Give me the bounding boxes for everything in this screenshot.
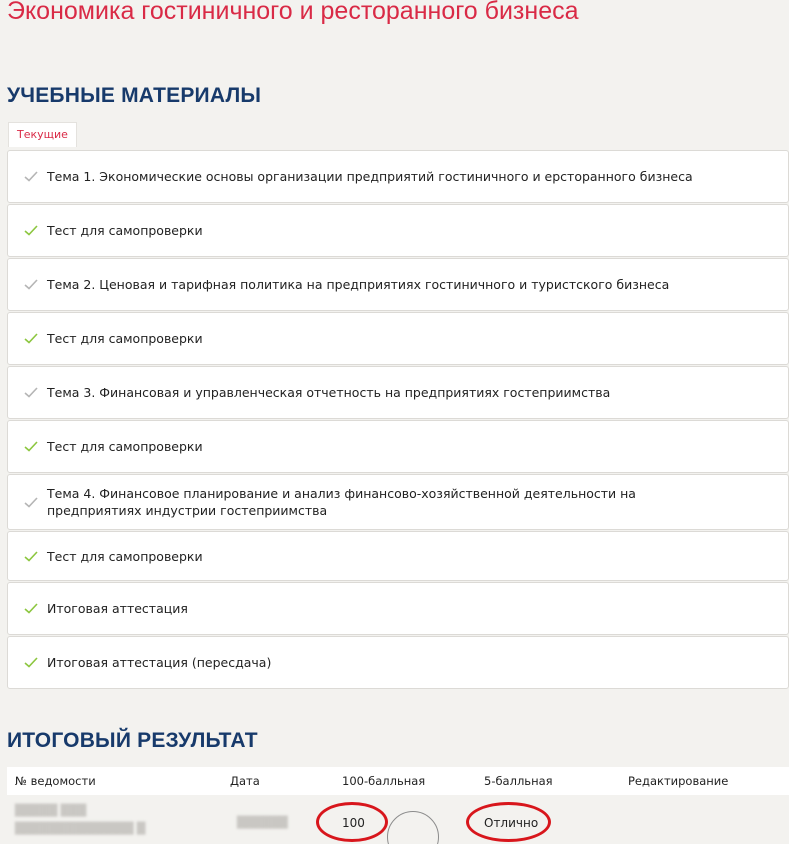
material-item-label: Тест для самопроверки	[47, 331, 203, 346]
column-score-5: 5-балльная	[484, 774, 553, 788]
material-item-final-attestation-retake[interactable]	[7, 636, 789, 689]
check-icon	[22, 384, 40, 402]
redacted-text: █████ ███	[15, 804, 87, 817]
material-item-label: Тест для самопроверки	[47, 223, 203, 238]
score-100-value: 100	[342, 816, 365, 830]
tab-current[interactable]: Текущие	[8, 122, 77, 147]
check-icon	[22, 654, 40, 672]
check-icon	[22, 222, 40, 240]
material-item-test-4[interactable]	[7, 531, 789, 581]
material-item-label: Тема 3. Финансовая и управленческая отчетность на предприятиях гостеприимства	[47, 385, 611, 400]
course-title: Экономика гостиничного и ресторанного бизнеса	[7, 0, 579, 25]
redacted-text: ██████████████ █	[15, 822, 146, 835]
material-item-final-attestation[interactable]	[7, 582, 789, 635]
material-item-topic-1[interactable]	[7, 150, 789, 203]
material-item-test-1[interactable]	[7, 204, 789, 257]
column-statement-no: № ведомости	[15, 774, 96, 788]
material-item-label: Тест для самопроверки	[47, 548, 203, 564]
material-item-label: Тема 2. Ценовая и тарифная политика на предприятиях гостиничного и туристского бизнеса	[47, 277, 670, 292]
redacted-text: ██████	[237, 816, 288, 829]
column-score-100: 100-балльная	[342, 774, 426, 788]
material-item-topic-3[interactable]	[7, 366, 789, 419]
result-table-header	[7, 767, 789, 795]
material-item-label: Итоговая аттестация (пересдача)	[47, 655, 272, 670]
score-5-value: Отлично	[484, 816, 539, 830]
check-icon	[22, 493, 40, 511]
material-item-topic-2[interactable]	[7, 258, 789, 311]
check-icon	[22, 438, 40, 456]
material-item-label: Тест для самопроверки	[47, 439, 203, 454]
check-icon	[22, 276, 40, 294]
material-item-label: Тема 1. Экономические основы организации предприятий гостиничного и ерсторанного бизнеса	[47, 169, 693, 184]
column-date: Дата	[230, 774, 260, 788]
result-table-row	[7, 796, 789, 844]
check-icon	[22, 547, 40, 565]
material-item-test-2[interactable]	[7, 312, 789, 365]
check-icon	[22, 330, 40, 348]
materials-heading: УЧЕБНЫЕ МАТЕРИАЛЫ	[7, 84, 262, 107]
column-edit: Редактирование	[628, 774, 729, 788]
check-icon	[22, 600, 40, 618]
check-icon	[22, 168, 40, 186]
action-circle[interactable]	[387, 811, 439, 844]
material-item-label: Итоговая аттестация	[47, 601, 188, 616]
material-item-test-3[interactable]	[7, 420, 789, 473]
material-item-topic-4[interactable]	[7, 474, 789, 530]
material-item-label: Тема 4. Финансовое планирование и анализ финансово-хозяйственной деятельности на предприятиях индустрии гостеприимства	[47, 486, 636, 518]
result-heading: ИТОГОВЫЙ РЕЗУЛЬТАТ	[7, 729, 258, 752]
